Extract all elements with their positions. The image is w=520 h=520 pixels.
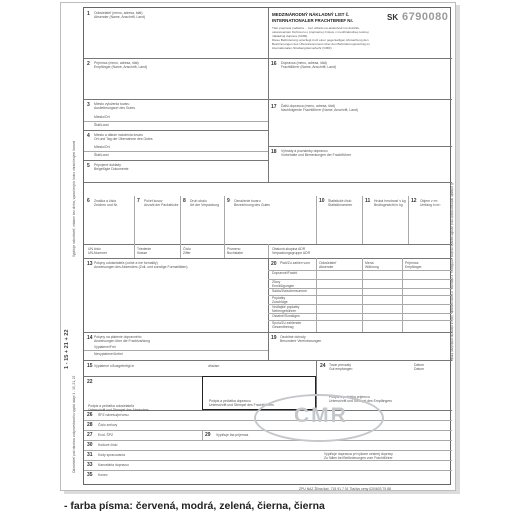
field-26-label: ŠPZ návesu/prívesu <box>98 413 129 417</box>
left-margin-text-bottom: Odosielateľ pod vlastnou zodpovednosťou vyplní údaje 1 - 15, 21, 22 <box>72 375 76 473</box>
field-14-paid: Vyplatene/Frei <box>94 345 116 349</box>
field-10-number: 10 <box>319 198 325 204</box>
form-footnote: Vyplňuje dopravca pri výkone cestnej dopravy Zu füllen bei Beförderungen vom Frachtführer <box>324 452 393 460</box>
field-17-label: Ďalší dopravca (meno, adresa, štát) Nachfolgende Frachtführer (Name, Anschrift, Land) <box>281 104 358 112</box>
field-2-number: 2 <box>87 61 90 67</box>
charge-row-reductions: Zľavy Ermäßigungen <box>272 280 295 288</box>
divider <box>224 244 225 258</box>
cmr-watermark-text: CMR <box>294 404 348 427</box>
printer-line: ZPU NAZ Žilina tlač. 715 91 7 01 Tlačivo ceny 020/603 75 88 <box>299 487 391 491</box>
field-30-label: Kódové číslo <box>98 443 118 447</box>
field-19-label: Osobitné dohody Besondere Vereinbarungen <box>280 335 322 343</box>
field-30-number: 30 <box>87 442 93 448</box>
charge-row-total: Spolu/Zu zahlender Gesamtbetrag <box>272 321 302 329</box>
field-15-number: 15 <box>87 363 93 369</box>
field-13-label: Pokyny odosielateľa (colné a iné formality) Anweisungen des Absenders (Zoll- und sonstige Formalitäten) <box>94 261 188 269</box>
divider <box>180 244 181 258</box>
field-8-label: Druh obalu Art der Verpackung <box>190 199 220 207</box>
field-31-label: Kódy spracovania <box>98 453 125 457</box>
country-code: SK <box>387 13 399 22</box>
field-15-date: dňa/am <box>208 364 220 368</box>
divider <box>268 244 269 258</box>
divider <box>202 430 203 440</box>
field-31-number: 31 <box>87 452 93 458</box>
divider <box>84 160 268 161</box>
field-4-place: Miesto/Ort <box>94 145 110 149</box>
field-7-label: Počet kusov Anzahl der Packstücke <box>144 199 179 207</box>
divider <box>268 146 452 147</box>
field-6-number: 6 <box>87 198 90 204</box>
field-26-number: 26 <box>87 412 93 418</box>
divider <box>180 196 181 244</box>
serial-number: 6790080 <box>402 11 449 23</box>
copy-numbers: 1 - 15 + 21 + 22 <box>64 329 70 369</box>
field-16-number: 16 <box>271 61 277 67</box>
divider <box>408 196 409 244</box>
form-title-de: INTERNATIONALER FRACHTBRIEF Nr. <box>272 18 354 23</box>
field-28-label: Číslo zmluvy <box>98 423 118 427</box>
divider <box>268 295 452 296</box>
right-margin-text: V prípade nebezpečných vecí uveďte navyše možnú certifikáciu, v zátvorke, v tomto prípade, číslo a písmeno príslušnej triedy <box>450 183 454 361</box>
field-12-number: 12 <box>411 198 417 204</box>
field-1-label: Odosielateľ (meno, adresa, štát) Absender (Name, Anschrift, Land) <box>94 11 146 19</box>
field-3-number: 3 <box>87 102 90 108</box>
divider <box>84 121 268 122</box>
field-20-number: 20 <box>271 261 277 267</box>
field-3-label: Miesto vyloženia tovaru Auslieferungsort des Gutes <box>94 102 135 110</box>
field-4-country: Štát/Land <box>94 153 109 157</box>
field-27-label: Evid. ŠPZ <box>98 433 114 437</box>
field-18-label: Výhrady a poznámky dopravcu Vorbehalte und Bemerkungen der Frachtführer <box>281 149 352 157</box>
field-24-signature: Podpis a pečiatka príjemcu Unterschrift und Stempel des Empfängers <box>329 395 392 403</box>
charge-row-supplements: Príplatky Zuschläge <box>272 296 288 304</box>
divider <box>316 196 317 244</box>
field-33-number: 33 <box>87 462 93 468</box>
field-11-number: 11 <box>365 198 371 204</box>
divider <box>84 360 452 361</box>
field-13-number: 13 <box>87 261 93 267</box>
divider <box>84 151 268 152</box>
field-14-label: Pokyny na platenie dopravného Anweisungen über die Frachtzahlung <box>94 335 150 343</box>
cmr-form <box>83 7 451 485</box>
field-29-label: Vyplňuje iba príjemca <box>216 433 249 437</box>
field-19-number: 19 <box>271 335 277 341</box>
field-7-number: 7 <box>137 198 140 204</box>
field-15-label: Vyplatené v/Ausgefertigt in <box>94 364 135 368</box>
divider <box>268 332 269 360</box>
field-9-label: Označenie tovaru Bezeichnung des Gutes <box>234 199 271 207</box>
field-24-number: 24 <box>320 363 326 369</box>
divider <box>84 99 452 100</box>
stamp-label: Podpis a pečiatka dopravcu Unterschrift und Stempel des Frachtführers <box>209 399 274 407</box>
field-27-number: 27 <box>87 432 93 438</box>
cmr-form-sheet <box>60 2 456 491</box>
divider <box>84 182 452 183</box>
field-1-number: 1 <box>87 11 90 17</box>
field-14-number: 14 <box>87 335 93 341</box>
field-33-label: Kancelária dopravcu <box>98 463 129 467</box>
field-16-label: Dopravca (meno, adresa, štát) Frachtführer (Name, Anschrift, Land) <box>281 61 337 69</box>
divider <box>84 460 452 461</box>
charge-row-balance: Saldo/Zwischensumme <box>272 289 308 293</box>
field-35-label: Konec <box>98 473 108 477</box>
font-colors-caption: - farba písma: červená, modrá, zelená, čierna, čierna <box>64 500 325 512</box>
field-18-number: 18 <box>271 149 277 155</box>
divider <box>362 196 363 244</box>
left-margin-text-top: Vyplňuje odosielateľ, vrátane bez dielov, vyznačených hrubo ohraničenými čiarami <box>72 140 76 257</box>
field-4-number: 4 <box>87 133 90 139</box>
divider <box>224 196 225 244</box>
field-10-label: Štatistické číslo Statistiknummer <box>328 199 353 207</box>
divider <box>268 279 452 280</box>
charge-row-other: Ostatné/Sonstiges <box>272 314 300 318</box>
field-24-label: Tovar prevzatý Gut empfangen <box>329 363 353 371</box>
field-17-number: 17 <box>271 104 277 110</box>
divider <box>84 130 268 131</box>
class-label: Triedenie Klasse <box>137 247 152 255</box>
letter-label: Písmeno Buchstabe <box>227 247 244 255</box>
payer-sender-label: Odosielateľ Absender <box>319 261 337 269</box>
divider <box>268 58 269 182</box>
cmr-notice: Táto preprava podlieha ... bez ohľadu na akúkoľvek inú doložku, ustanoveniam Dohovoru o prepravnej zmluve v medzinárodnej cestnej nákladnej doprave (CMR). Diese Beförderung unterliegt trotz einer gegenteiligen Abmachung den Bestimmungen des Übereinkommens über den Beförderungsvertrag im internationalen Straßengüterverkehr (CMR). <box>272 26 370 50</box>
divider <box>84 350 268 351</box>
digit-label: Číslo Ziffer <box>183 247 191 255</box>
currency-label: Mena Währung <box>365 261 379 269</box>
field-5-number: 5 <box>87 163 90 169</box>
header-divider <box>268 8 269 58</box>
field-11-label: Hrubá hmotnosť v kg Bruttogewicht in kg <box>374 199 406 207</box>
payer-consignee-label: Príjemca Empfänger <box>405 261 422 269</box>
field-5-label: Pripojené doklady Beigefügte Dokumente <box>94 163 129 171</box>
divider <box>84 450 452 451</box>
field-9-number: 9 <box>227 198 230 204</box>
field-6-label: Značka a čísla Zeichen und Nr. <box>94 199 118 207</box>
form-title-sk: MEDZINÁRODNÝ NÁKLADNÝ LIST č. <box>272 12 350 17</box>
field-25-label: Podpis a pečiatka odosielateľa Unterschrift und Stempel des Absenders <box>88 404 149 412</box>
field-2-label: Príjemca (meno, adresa, štát) Empfänger (Name, Anschrift, Land) <box>94 61 148 69</box>
charge-row-incidentals: Vedľajšie poplatky Nebengebühren <box>272 305 300 313</box>
field-4-label: Miesto a dátum naloženia tovaru Ort und Tag der Übernahme des Gutes <box>94 133 153 141</box>
field-12-label: Objem v m³ Umfang in m³ <box>420 199 441 207</box>
field-35-number: 35 <box>87 472 93 478</box>
divider <box>84 470 452 471</box>
divider <box>134 196 135 244</box>
charge-row-freight: Dopravné/Fracht <box>272 271 298 275</box>
adr-group-label: Obalová skupina ADR Verpackungsgruppe ADR <box>272 247 311 255</box>
un-number-label: UN číslo UN-Nummer <box>88 247 108 255</box>
field-20-label: Platí/Zu zahlen vom <box>280 261 310 265</box>
field-8-number: 8 <box>183 198 186 204</box>
field-14-unpaid: Nevyplatene/Unfrei <box>94 352 123 356</box>
field-22-number: 22 <box>87 379 93 385</box>
field-3-place: Miesto/Ort <box>94 115 110 119</box>
divider <box>134 244 135 258</box>
field-28-number: 28 <box>87 422 93 428</box>
field-3-country: Štát/Land <box>94 123 109 127</box>
divider <box>84 440 452 441</box>
field-29-number: 29 <box>205 432 211 438</box>
field-24-date: Dátum Datum <box>414 363 424 371</box>
